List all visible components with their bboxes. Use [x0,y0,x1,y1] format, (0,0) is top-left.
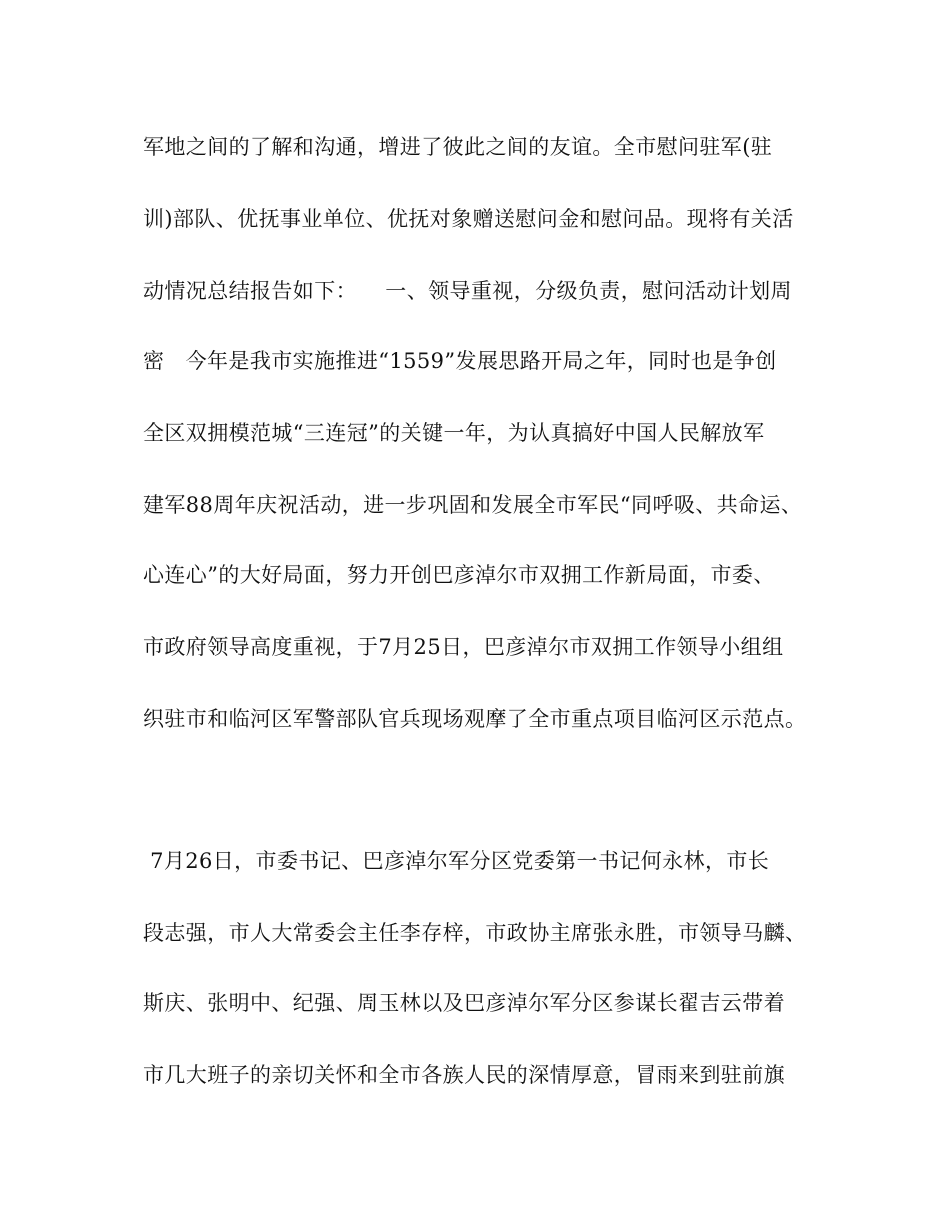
text-line: 织驻市和临河区军警部队官兵现场观摩了全市重点项目临河区示范点。 [143,707,807,731]
text-line: 市几大班子的亲切关怀和全市各族人民的深情厚意，冒雨来到驻前旗 [143,1063,785,1087]
text-line: 动情况总结报告如下： 一、领导重视，分级负责，慰问活动计划周 [143,279,792,303]
text-line: 建军88周年庆祝活动，进一步巩固和发展全市军民“同呼吸、共命运、 [143,493,803,517]
text-line: 7月26日，市委书记、巴彦淖尔军分区党委第一书记何永林，市长 [143,849,770,873]
text-line: 全区双拥模范城“三连冠”的关键一年，为认真搞好中国人民解放军 [143,421,765,445]
text-line: 段志强，市人大常委会主任李存梓，市政协主席张永胜，市领导马麟、 [143,921,807,945]
text-line: 密 今年是我市实施推进“1559”发展思路开局之年，同时也是争创 [143,349,777,373]
text-line: 心连心”的大好局面，努力开创巴彦淖尔市双拥工作新局面，市委、 [143,563,775,587]
text-line: 军地之间的了解和沟通，增进了彼此之间的友谊。全市慰问驻军(驻 [143,135,773,159]
text-line: 训)部队、优抚事业单位、优抚对象赠送慰问金和慰问品。现将有关活 [143,207,794,231]
text-line: 斯庆、张明中、纪强、周玉林以及巴彦淖尔军分区参谋长翟吉云带着 [143,991,785,1015]
text-line: 市政府领导高度重视，于7月25日，巴彦淖尔市双拥工作领导小组组 [143,635,784,659]
